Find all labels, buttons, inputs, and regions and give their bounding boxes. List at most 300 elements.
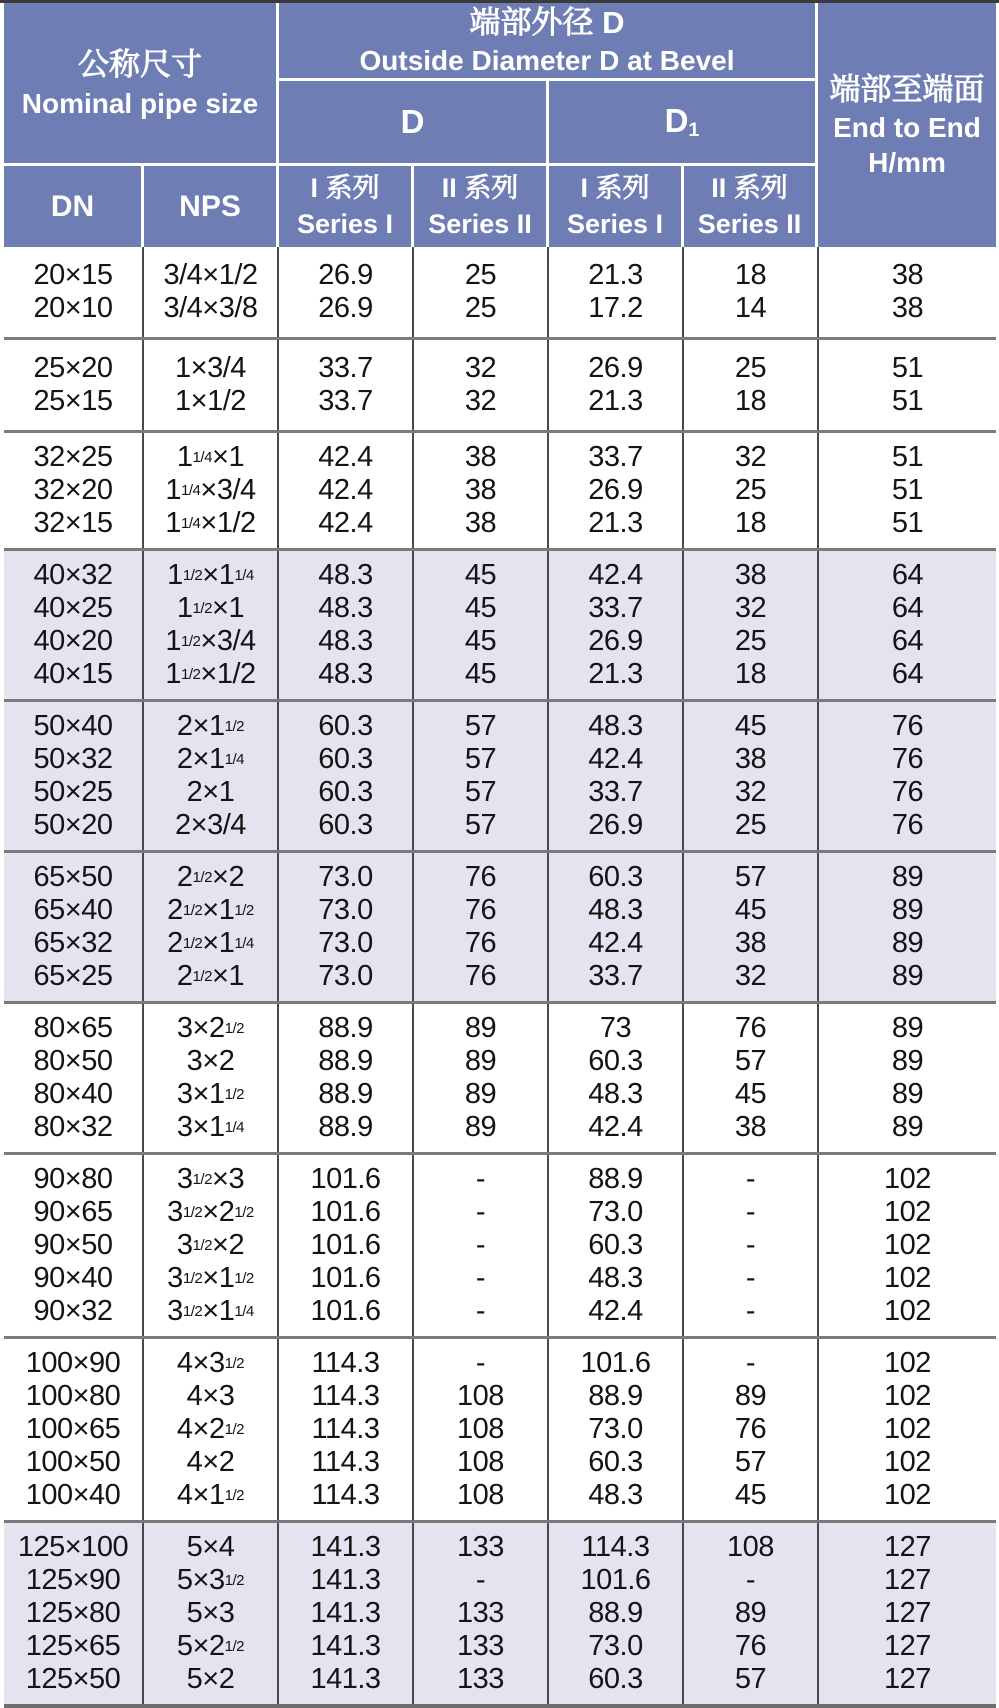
cell-d1-series-ii-65×40: 45: [734, 894, 767, 926]
row-group-20: [4, 247, 996, 337]
group-100-col-nps: [142, 1339, 277, 1520]
group-32-col-h-mm: [817, 433, 996, 548]
cell-d1-series-ii-90×40: -: [745, 1262, 756, 1294]
cell-d1-series-ii-100×65: 76: [734, 1413, 767, 1445]
cell-d-series-ii-100×65: 108: [457, 1413, 504, 1445]
cell-h-mm-50×25: 76: [891, 776, 924, 808]
cell-nps-90×40: 3 1/2 ×1 1/2: [167, 1262, 254, 1294]
row-group-125: [4, 1520, 996, 1704]
cell-d1-series-ii-100×90: -: [745, 1347, 756, 1379]
group-90-col-h-mm: [817, 1155, 996, 1336]
cell-d-series-ii-65×25: 76: [464, 960, 497, 992]
cell-d-series-i-125×65: 141.3: [310, 1630, 381, 1662]
cell-h-mm-32×25: 51: [891, 441, 924, 473]
cell-nps-32×15: 1 1/4 ×1/2: [165, 507, 256, 539]
group-50-col-h-mm: [817, 702, 996, 850]
cell-d-series-ii-40×20: 45: [464, 625, 497, 657]
cell-d1-series-i-90×40: 48.3: [588, 1262, 643, 1294]
cell-d-series-ii-100×90: -: [475, 1347, 486, 1379]
cell-nps-80×50: 3×2: [186, 1045, 235, 1077]
group-125-col-d1-series-i: [547, 1523, 682, 1704]
group-50-col-d1-series-ii: [682, 702, 817, 850]
cell-dn-25×15: 25×15: [33, 385, 113, 417]
cell-d-series-i-65×25: 73.0: [318, 960, 373, 992]
group-25-col-d-series-i: [277, 340, 412, 430]
cell-d1-series-ii-50×32: 38: [734, 743, 767, 775]
cell-dn-32×15: 32×15: [33, 507, 113, 539]
cell-nps-20×10: 3/4×3/8: [163, 292, 258, 324]
group-90-col-d-series-i: [277, 1155, 412, 1336]
table-body: [4, 247, 996, 1708]
group-40-col-d1-series-i: [547, 551, 682, 699]
cell-d-series-ii-100×50: 108: [457, 1446, 504, 1478]
group-20-col-dn: [4, 247, 142, 337]
cell-h-mm-20×15: 38: [891, 259, 924, 291]
header-end-to-end: [818, 3, 996, 247]
cell-d-series-i-90×50: 101.6: [310, 1229, 381, 1261]
cell-h-mm-100×65: 102: [884, 1413, 931, 1445]
cell-d1-series-i-40×15: 21.3: [588, 658, 643, 690]
cell-d1-series-i-125×50: 60.3: [588, 1663, 643, 1695]
cell-d-series-i-125×90: 141.3: [310, 1564, 381, 1596]
cell-d-series-ii-40×32: 45: [464, 559, 497, 591]
cell-h-mm-100×40: 102: [884, 1479, 931, 1511]
cell-d-series-i-40×25: 48.3: [318, 592, 373, 624]
cell-d-series-ii-90×32: -: [475, 1295, 486, 1327]
cell-d1-series-ii-40×25: 32: [734, 592, 767, 624]
cell-h-mm-65×50: 89: [891, 861, 924, 893]
cell-nps-80×32: 3×1 1/4: [176, 1111, 245, 1143]
group-65-col-d-series-i: [277, 853, 412, 1001]
group-32-col-dn: [4, 433, 142, 548]
cell-nps-100×50: 4×2: [186, 1446, 235, 1478]
cell-d-series-ii-40×25: 45: [464, 592, 497, 624]
cell-d-series-i-20×15: 26.9: [318, 259, 373, 291]
group-65-col-nps: [142, 853, 277, 1001]
cell-d-series-ii-125×80: 133: [457, 1597, 504, 1629]
header-end-unit: H/mm: [868, 147, 946, 179]
cell-dn-80×50: 80×50: [33, 1045, 113, 1077]
cell-d-series-ii-90×40: -: [475, 1262, 486, 1294]
group-80-col-nps: [142, 1004, 277, 1152]
header-end-en: End to End: [833, 112, 981, 144]
group-50-col-d1-series-i: [547, 702, 682, 850]
group-50-col-d-series-ii: [412, 702, 547, 850]
cell-nps-65×25: 2 1/2 ×1: [176, 960, 245, 992]
group-100-col-dn: [4, 1339, 142, 1520]
cell-d-series-i-65×32: 73.0: [318, 927, 373, 959]
cell-d-series-ii-100×80: 108: [457, 1380, 504, 1412]
cell-d-series-ii-25×15: 32: [464, 385, 497, 417]
cell-d-series-i-90×65: 101.6: [310, 1196, 381, 1228]
cell-d1-series-i-50×32: 42.4: [588, 743, 643, 775]
cell-h-mm-40×32: 64: [891, 559, 924, 591]
cell-dn-100×90: 100×90: [25, 1347, 121, 1379]
cell-dn-50×25: 50×25: [33, 776, 113, 808]
cell-d1-series-ii-100×50: 57: [734, 1446, 767, 1478]
cell-h-mm-25×15: 51: [891, 385, 924, 417]
cell-dn-32×20: 32×20: [33, 474, 113, 506]
cell-d-series-ii-65×40: 76: [464, 894, 497, 926]
cell-nps-125×90: 5×3 1/2: [176, 1564, 245, 1596]
cell-d1-series-ii-80×32: 38: [734, 1111, 767, 1143]
header-d-label: D: [400, 103, 425, 140]
cell-d-series-i-80×50: 88.9: [318, 1045, 373, 1077]
cell-d-series-ii-40×15: 45: [464, 658, 497, 690]
cell-h-mm-32×20: 51: [891, 474, 924, 506]
cell-d-series-ii-90×50: -: [475, 1229, 486, 1261]
cell-d-series-ii-65×50: 76: [464, 861, 497, 893]
cell-dn-100×40: 100×40: [25, 1479, 121, 1511]
group-32-col-d1-series-i: [547, 433, 682, 548]
group-40-col-d-series-i: [277, 551, 412, 699]
cell-d-series-ii-25×20: 32: [464, 352, 497, 384]
group-20-col-d-series-ii: [412, 247, 547, 337]
cell-d-series-i-20×10: 26.9: [318, 292, 373, 324]
group-125-col-dn: [4, 1523, 142, 1704]
cell-d1-series-ii-80×40: 45: [734, 1078, 767, 1110]
cell-d-series-ii-50×40: 57: [464, 710, 497, 742]
cell-h-mm-40×15: 64: [891, 658, 924, 690]
cell-d1-series-ii-125×65: 76: [734, 1630, 767, 1662]
group-40-col-h-mm: [817, 551, 996, 699]
group-25-col-d-series-ii: [412, 340, 547, 430]
cell-d1-series-ii-100×40: 45: [734, 1479, 767, 1511]
cell-d1-series-ii-90×32: -: [745, 1295, 756, 1327]
group-20-col-d-series-i: [277, 247, 412, 337]
cell-h-mm-80×32: 89: [891, 1111, 924, 1143]
cell-d-series-i-50×25: 60.3: [318, 776, 373, 808]
cell-h-mm-125×65: 127: [884, 1630, 931, 1662]
cell-d-series-ii-50×20: 57: [464, 809, 497, 841]
cell-dn-90×40: 90×40: [33, 1262, 113, 1294]
cell-nps-100×40: 4×1 1/2: [176, 1479, 245, 1511]
cell-d-series-i-32×20: 42.4: [318, 474, 373, 506]
cell-h-mm-125×100: 127: [884, 1531, 931, 1563]
group-100-col-d1-series-ii: [682, 1339, 817, 1520]
cell-h-mm-65×32: 89: [891, 927, 924, 959]
cell-dn-40×15: 40×15: [33, 658, 113, 690]
cell-d1-series-i-100×90: 101.6: [580, 1347, 651, 1379]
cell-dn-90×32: 90×32: [33, 1295, 113, 1327]
cell-d1-series-ii-100×80: 89: [734, 1380, 767, 1412]
group-65-col-h-mm: [817, 853, 996, 1001]
cell-d1-series-ii-50×20: 25: [734, 809, 767, 841]
cell-d-series-i-100×40: 114.3: [311, 1479, 380, 1511]
cell-d1-series-ii-32×20: 25: [734, 474, 767, 506]
cell-h-mm-65×40: 89: [891, 894, 924, 926]
cell-d-series-i-125×100: 141.3: [310, 1531, 381, 1563]
cell-dn-125×90: 125×90: [25, 1564, 121, 1596]
header-d: [279, 81, 546, 163]
row-group-40: [4, 548, 996, 699]
group-20-col-d1-series-ii: [682, 247, 817, 337]
group-125-col-nps: [142, 1523, 277, 1704]
cell-d1-series-i-40×20: 26.9: [588, 625, 643, 657]
row-group-32: [4, 430, 996, 548]
cell-d1-series-i-90×32: 42.4: [588, 1295, 643, 1327]
cell-dn-90×65: 90×65: [33, 1196, 113, 1228]
cell-d1-series-ii-20×15: 18: [734, 259, 767, 291]
cell-d-series-i-100×90: 114.3: [311, 1347, 380, 1379]
cell-d1-series-ii-65×32: 38: [734, 927, 767, 959]
group-40-col-d1-series-ii: [682, 551, 817, 699]
group-80-col-d1-series-i: [547, 1004, 682, 1152]
cell-dn-20×10: 20×10: [33, 292, 113, 324]
cell-d1-series-ii-25×20: 25: [734, 352, 767, 384]
group-25-col-d1-series-i: [547, 340, 682, 430]
cell-d-series-i-50×32: 60.3: [318, 743, 373, 775]
group-50-col-d-series-i: [277, 702, 412, 850]
cell-d-series-ii-32×20: 38: [464, 474, 497, 506]
group-25-col-d1-series-ii: [682, 340, 817, 430]
cell-d1-series-i-25×20: 26.9: [588, 352, 643, 384]
cell-d-series-i-80×32: 88.9: [318, 1111, 373, 1143]
cell-dn-50×20: 50×20: [33, 809, 113, 841]
group-65-col-d1-series-i: [547, 853, 682, 1001]
cell-d1-series-ii-80×65: 76: [734, 1012, 767, 1044]
group-80-col-dn: [4, 1004, 142, 1152]
cell-d-series-i-90×32: 101.6: [310, 1295, 381, 1327]
header-d-series-ii: II 系列 Series II: [414, 166, 546, 247]
cell-dn-65×32: 65×32: [33, 927, 113, 959]
cell-d-series-i-50×40: 60.3: [318, 710, 373, 742]
group-125-col-d1-series-ii: [682, 1523, 817, 1704]
row-group-50: [4, 699, 996, 850]
cell-d1-series-ii-80×50: 57: [734, 1045, 767, 1077]
cell-h-mm-65×25: 89: [891, 960, 924, 992]
group-20-col-nps: [142, 247, 277, 337]
header-outside-diameter: [279, 3, 815, 78]
cell-d1-series-i-32×25: 33.7: [588, 441, 643, 473]
cell-nps-125×100: 5×4: [186, 1531, 235, 1563]
cell-d-series-ii-90×65: -: [475, 1196, 486, 1228]
cell-dn-50×32: 50×32: [33, 743, 113, 775]
group-32-col-nps: [142, 433, 277, 548]
header-d1-series-ii: II 系列 Series II: [684, 166, 815, 247]
cell-dn-100×50: 100×50: [25, 1446, 121, 1478]
cell-d-series-ii-125×65: 133: [457, 1630, 504, 1662]
cell-h-mm-100×50: 102: [884, 1446, 931, 1478]
cell-h-mm-90×50: 102: [884, 1229, 931, 1261]
cell-d1-series-i-100×65: 73.0: [588, 1413, 643, 1445]
cell-d-series-i-125×50: 141.3: [310, 1663, 381, 1695]
cell-d1-series-ii-32×15: 18: [734, 507, 767, 539]
group-40-col-dn: [4, 551, 142, 699]
cell-dn-65×25: 65×25: [33, 960, 113, 992]
group-90-col-d1-series-ii: [682, 1155, 817, 1336]
cell-h-mm-80×65: 89: [891, 1012, 924, 1044]
cell-dn-25×20: 25×20: [33, 352, 113, 384]
cell-h-mm-50×40: 76: [891, 710, 924, 742]
cell-d1-series-i-65×40: 48.3: [588, 894, 643, 926]
header-d-series-i: I 系列 Series I: [279, 166, 411, 247]
cell-h-mm-125×50: 127: [884, 1663, 931, 1695]
cell-nps-32×20: 1 1/4 ×3/4: [165, 474, 256, 506]
cell-nps-32×25: 1 1/4 ×1: [176, 441, 245, 473]
cell-nps-50×20: 2×3/4: [175, 809, 246, 841]
cell-nps-65×50: 2 1/2 ×2: [176, 861, 245, 893]
cell-d1-series-ii-40×15: 18: [734, 658, 767, 690]
cell-dn-125×80: 125×80: [25, 1597, 121, 1629]
cell-dn-125×65: 125×65: [25, 1630, 121, 1662]
cell-h-mm-50×32: 76: [891, 743, 924, 775]
group-90-col-nps: [142, 1155, 277, 1336]
cell-d1-series-i-90×50: 60.3: [588, 1229, 643, 1261]
cell-h-mm-90×80: 102: [884, 1163, 931, 1195]
cell-d-series-ii-65×32: 76: [464, 927, 497, 959]
cell-d-series-ii-80×40: 89: [464, 1078, 497, 1110]
cell-h-mm-20×10: 38: [891, 292, 924, 324]
cell-nps-40×25: 1 1/2 ×1: [176, 592, 245, 624]
cell-nps-50×32: 2×1 1/4: [176, 743, 245, 775]
cell-d-series-i-80×65: 88.9: [318, 1012, 373, 1044]
cell-dn-65×50: 65×50: [33, 861, 113, 893]
cell-d-series-ii-125×100: 133: [457, 1531, 504, 1563]
cell-nps-25×15: 1×1/2: [175, 385, 246, 417]
cell-h-mm-125×80: 127: [884, 1597, 931, 1629]
cell-d1-series-ii-90×65: -: [745, 1196, 756, 1228]
cell-d-series-i-100×65: 114.3: [311, 1413, 380, 1445]
cell-d1-series-i-65×32: 42.4: [588, 927, 643, 959]
group-50-col-nps: [142, 702, 277, 850]
cell-d1-series-ii-40×32: 38: [734, 559, 767, 591]
cell-d1-series-i-20×15: 21.3: [588, 259, 643, 291]
group-90-col-dn: [4, 1155, 142, 1336]
row-group-90: [4, 1152, 996, 1336]
cell-d1-series-i-40×32: 42.4: [588, 559, 643, 591]
cell-nps-100×65: 4×2 1/2: [176, 1413, 245, 1445]
cell-d-series-ii-20×15: 25: [464, 259, 497, 291]
group-50-col-dn: [4, 702, 142, 850]
cell-d1-series-i-80×32: 42.4: [588, 1111, 643, 1143]
cell-d1-series-ii-125×90: -: [745, 1564, 756, 1596]
group-25-col-nps: [142, 340, 277, 430]
cell-h-mm-90×65: 102: [884, 1196, 931, 1228]
cell-d1-series-i-20×10: 17.2: [588, 292, 643, 324]
cell-d1-series-ii-65×25: 32: [734, 960, 767, 992]
cell-d1-series-ii-90×80: -: [745, 1163, 756, 1195]
cell-h-mm-90×40: 102: [884, 1262, 931, 1294]
cell-d-series-i-80×40: 88.9: [318, 1078, 373, 1110]
cell-d-series-i-40×15: 48.3: [318, 658, 373, 690]
cell-dn-50×40: 50×40: [33, 710, 113, 742]
cell-dn-90×50: 90×50: [33, 1229, 113, 1261]
group-80-col-d1-series-ii: [682, 1004, 817, 1152]
cell-d1-series-i-90×65: 73.0: [588, 1196, 643, 1228]
cell-h-mm-40×25: 64: [891, 592, 924, 624]
cell-d-series-i-25×15: 33.7: [318, 385, 373, 417]
row-group-25: [4, 337, 996, 430]
cell-nps-65×40: 2 1/2 ×1 1/2: [167, 894, 254, 926]
cell-dn-125×50: 125×50: [25, 1663, 121, 1695]
cell-nps-125×65: 5×2 1/2: [176, 1630, 245, 1662]
cell-d1-series-i-65×25: 33.7: [588, 960, 643, 992]
cell-d1-series-ii-125×80: 89: [734, 1597, 767, 1629]
row-group-65: [4, 850, 996, 1001]
cell-dn-100×65: 100×65: [25, 1413, 121, 1445]
cell-dn-32×25: 32×25: [33, 441, 113, 473]
cell-d1-series-i-100×80: 88.9: [588, 1380, 643, 1412]
cell-d1-series-i-50×25: 33.7: [588, 776, 643, 808]
cell-d-series-ii-125×50: 133: [457, 1663, 504, 1695]
cell-d1-series-i-80×65: 73: [599, 1012, 632, 1044]
cell-d-series-ii-32×25: 38: [464, 441, 497, 473]
group-90-col-d1-series-i: [547, 1155, 682, 1336]
cell-d1-series-i-50×20: 26.9: [588, 809, 643, 841]
cell-d1-series-i-125×65: 73.0: [588, 1630, 643, 1662]
cell-d1-series-ii-25×15: 18: [734, 385, 767, 417]
cell-d1-series-ii-125×100: 108: [727, 1531, 774, 1563]
cell-d1-series-i-80×40: 48.3: [588, 1078, 643, 1110]
cell-nps-100×90: 4×3 1/2: [176, 1347, 245, 1379]
group-80-col-d-series-ii: [412, 1004, 547, 1152]
cell-d-series-i-90×40: 101.6: [310, 1262, 381, 1294]
cell-d1-series-ii-50×40: 45: [734, 710, 767, 742]
header-end-zh: 端部至端面: [829, 71, 985, 107]
cell-d-series-i-125×80: 141.3: [310, 1597, 381, 1629]
cell-dn-40×25: 40×25: [33, 592, 113, 624]
group-125-col-d-series-i: [277, 1523, 412, 1704]
cell-dn-100×80: 100×80: [25, 1380, 121, 1412]
cell-d1-series-ii-20×10: 14: [734, 292, 767, 324]
header-dn: DN: [4, 166, 141, 247]
header-outside-en: Outside Diameter D at Bevel: [359, 45, 735, 77]
cell-d1-series-i-125×90: 101.6: [580, 1564, 651, 1596]
cell-h-mm-50×20: 76: [891, 809, 924, 841]
cell-dn-80×40: 80×40: [33, 1078, 113, 1110]
cell-h-mm-125×90: 127: [884, 1564, 931, 1596]
cell-d1-series-i-25×15: 21.3: [588, 385, 643, 417]
cell-nps-50×40: 2×1 1/2: [176, 710, 245, 742]
group-100-col-d1-series-i: [547, 1339, 682, 1520]
group-125-col-d-series-ii: [412, 1523, 547, 1704]
header-d1-label: $D_1$: [664, 102, 700, 141]
cell-nps-90×50: 3 1/2 ×2: [176, 1229, 245, 1261]
cell-nps-90×65: 3 1/2 ×2 1/2: [167, 1196, 254, 1228]
header-nps: NPS: [144, 166, 276, 247]
cell-d1-series-ii-32×25: 32: [734, 441, 767, 473]
cell-d-series-ii-50×25: 57: [464, 776, 497, 808]
cell-d1-series-ii-90×50: -: [745, 1229, 756, 1261]
cell-nps-90×80: 3 1/2 ×3: [176, 1163, 245, 1195]
cell-d-series-i-100×50: 114.3: [311, 1446, 380, 1478]
cell-nps-40×20: 1 1/2 ×3/4: [165, 625, 256, 657]
cell-h-mm-32×15: 51: [891, 507, 924, 539]
cell-d1-series-i-100×40: 48.3: [588, 1479, 643, 1511]
cell-d-series-i-32×15: 42.4: [318, 507, 373, 539]
group-20-col-d1-series-i: [547, 247, 682, 337]
group-100-col-d-series-ii: [412, 1339, 547, 1520]
cell-nps-50×25: 2×1: [186, 776, 235, 808]
cell-d-series-ii-80×65: 89: [464, 1012, 497, 1044]
group-100-col-d-series-i: [277, 1339, 412, 1520]
group-25-col-h-mm: [817, 340, 996, 430]
cell-d1-series-i-32×15: 21.3: [588, 507, 643, 539]
cell-d1-series-i-90×80: 88.9: [588, 1163, 643, 1195]
cell-d1-series-i-40×25: 33.7: [588, 592, 643, 624]
header-d1-series-i: I 系列 Series I: [549, 166, 681, 247]
cell-d-series-ii-32×15: 38: [464, 507, 497, 539]
cell-d-series-i-40×32: 48.3: [318, 559, 373, 591]
cell-dn-80×32: 80×32: [33, 1111, 113, 1143]
cell-nps-40×32: 1 1/2 ×1 1/4: [167, 559, 254, 591]
group-90-col-d-series-ii: [412, 1155, 547, 1336]
group-65-col-d-series-ii: [412, 853, 547, 1001]
cell-nps-80×40: 3×1 1/2: [176, 1078, 245, 1110]
cell-h-mm-25×20: 51: [891, 352, 924, 384]
cell-d1-series-i-100×50: 60.3: [588, 1446, 643, 1478]
